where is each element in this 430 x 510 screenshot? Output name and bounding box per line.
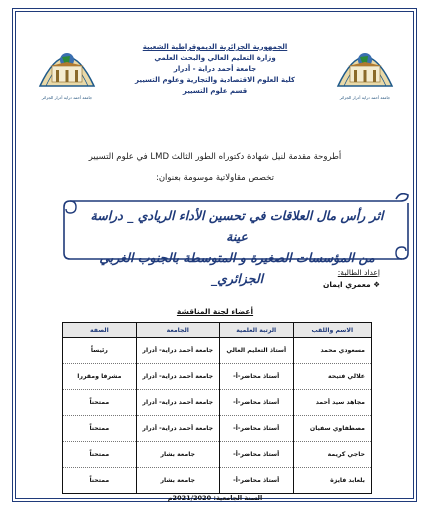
institution-header — [110, 42, 320, 97]
col-header-role: الصفة — [63, 323, 137, 338]
member-role: ممتحناً — [63, 390, 137, 416]
member-role: ممتحناً — [63, 416, 137, 442]
member-name: علالي فتيحة — [293, 364, 371, 390]
member-role: رئيساً — [63, 338, 137, 364]
member-university: جامعة أحمد دراية- أدرار — [136, 338, 219, 364]
logo-caption-left: جامعة أحمد دراية أدرار الجزائر — [41, 95, 93, 100]
member-name: حاجي كريمة — [293, 442, 371, 468]
jury-table-header — [63, 323, 372, 338]
committee-title: أعضاء لجنة المناقشة — [176, 307, 254, 316]
academic-year: السنة الجامعية: 2021/2020م — [167, 494, 263, 502]
university-emblem-icon — [32, 36, 102, 96]
member-role: ممتحناً — [63, 468, 137, 494]
member-rank: أستاذ محاضر-أ- — [219, 390, 293, 416]
university-logo-left — [32, 36, 102, 106]
col-header-university: الجامعة — [136, 323, 219, 338]
header-faculty: كلية العلوم الاقتصادية والتجارية وعلوم التسيير — [134, 76, 295, 84]
member-role: مشرفا ومقررا — [63, 364, 137, 390]
member-role: ممتحناً — [63, 442, 137, 468]
member-name: مصطفاوي سفيان — [293, 416, 371, 442]
member-university: جامعة بشار — [136, 442, 219, 468]
university-logo-right — [330, 36, 400, 106]
table-row — [63, 442, 372, 468]
thesis-title-line2: من المؤسسات الصغيرة و المتوسطة بالجنوب الغربي الجزائري_ — [99, 250, 375, 286]
col-header-name: الاسم واللقب — [293, 323, 371, 338]
header-republic: الجمهورية الجزائرية الديموقراطية الشعبية — [142, 43, 288, 51]
specialization-line: تخصص مقاولاتية موسومة بعنوان: — [155, 173, 275, 183]
member-university: جامعة أحمد دراية- أدرار — [136, 416, 219, 442]
thesis-description: أطروحة مقدمة لنيل شهادة دكتوراه الطور الثالث LMD في علوم التسيير — [88, 152, 342, 162]
member-rank: أستاذ التعليم العالي — [219, 338, 293, 364]
header-department: قسم علوم التسيير — [182, 87, 248, 95]
table-row — [63, 416, 372, 442]
member-name: مسعودي محمد — [293, 338, 371, 364]
member-university: جامعة أحمد دراية- أدرار — [136, 364, 219, 390]
student-label: إعداد الطالبة: — [337, 268, 380, 277]
member-name: مجاهد سيد أحمد — [293, 390, 371, 416]
table-row — [63, 364, 372, 390]
university-emblem-icon — [330, 36, 400, 96]
table-row — [63, 338, 372, 364]
table-row — [63, 468, 372, 494]
member-rank: أستاذ محاضر-أ- — [219, 442, 293, 468]
member-rank: أستاذ محاضر-أ- — [219, 364, 293, 390]
member-university: جامعة أحمد دراية- أدرار — [136, 390, 219, 416]
student-name: ❖ معمري ايمان — [322, 280, 380, 289]
member-name: بلعابد فايزة — [293, 468, 371, 494]
table-row — [63, 390, 372, 416]
header-ministry: وزارة التعليم العالي والبحث العلمي — [154, 54, 276, 62]
member-rank: أستاذ محاضر-أ- — [219, 468, 293, 494]
member-university: جامعة بشار — [136, 468, 219, 494]
jury-table — [62, 322, 372, 494]
thesis-title-line1: اثر رأس مال العلاقات في تحسين الأداء الريادي _ دراسة عينة — [90, 208, 384, 244]
member-rank: أستاذ محاضر-أ- — [219, 416, 293, 442]
col-header-rank: الرتبة العلمية — [219, 323, 293, 338]
header-university: جامعة أحمد دراية - أدرار — [173, 65, 257, 73]
logo-caption-right: جامعة أحمد دراية أدرار الجزائر — [339, 95, 391, 100]
